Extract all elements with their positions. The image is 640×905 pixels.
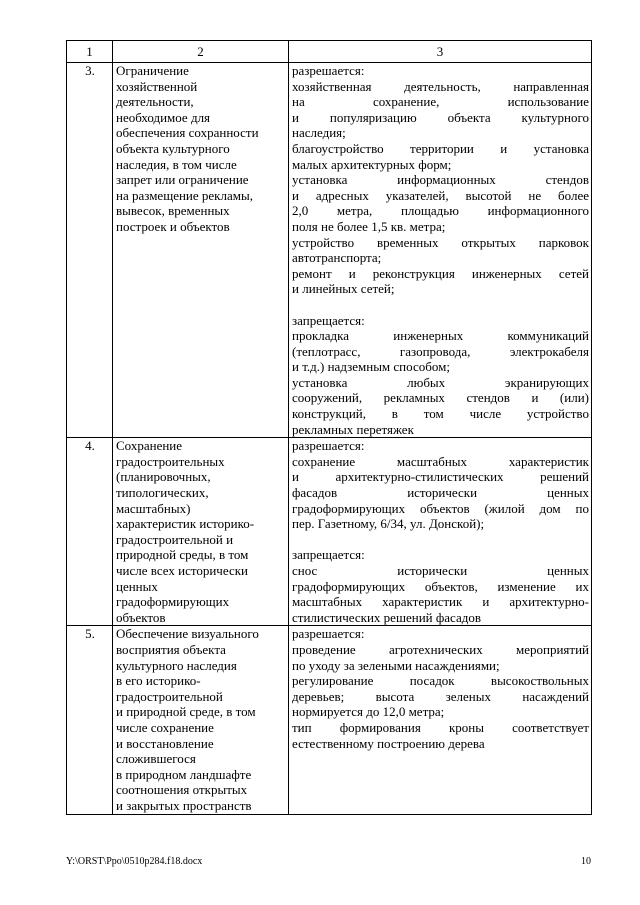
rule-line: фасадов исторически ценных [292,485,589,501]
subject-line: деятельности, [116,94,194,110]
paragraph-gap [292,532,589,548]
subject-line: в его историко- [116,673,201,689]
rule-line: прокладка инженерных коммуникаций [292,328,589,344]
rule-line: разрешается: [292,626,365,642]
rule-line: пер. Газетному, 6/34, ул. Донской); [292,516,485,532]
rule-line: устройство временных открытых парковок [292,234,589,250]
rule-line: градоформирующих объектов, изменение их [292,578,589,594]
footer-page-number: 10 [581,856,591,867]
subject-line: и природной среде, в том [116,704,256,720]
rule-line: (теплотрасс, газопровода, электрокабеля [292,343,589,359]
subject-line: объектов [116,609,166,625]
rule-line: разрешается: [292,438,365,454]
subject-line: числе сохранение [116,719,214,735]
subject-line: числе всех исторически [116,563,248,578]
subject-line: градостроительных [116,453,225,469]
rule-line: конструкций, в том числе устройство [292,406,589,422]
rule-line: хозяйственная деятельность, направленная [292,78,589,94]
rule-line: запрещается: [292,547,365,563]
header-cell-3: 3 [289,41,592,63]
subject-line: характеристик историко- [116,516,255,532]
subject-line: Обеспечение визуального [116,626,259,642]
rule-line: градоформирующих объектов (жилой дом по [292,500,589,516]
rule-line: 2,0 метра, площадью информационного [292,203,589,219]
rule-line: разрешается: [292,63,365,78]
regulations-table [66,40,592,815]
rule-line: и линейных сетей; [292,281,395,297]
rule-line: снос исторически ценных [292,563,589,578]
subject-line: и закрытых пространств [116,797,252,813]
table-row [67,626,592,814]
rules-cell [289,63,592,438]
rule-line: поля не более 1,5 кв. метра; [292,218,446,234]
rule-line: установка любых экранирующих [292,374,589,390]
rule-line: на сохранение, использование [292,94,589,110]
subject-cell [113,63,289,438]
rule-line: установка информационных стендов [292,172,589,188]
subject-line: типологических, [116,485,209,501]
subject-line: в природном ландшафте [116,766,252,782]
rule-line: нормируется до 12,0 метра; [292,704,445,720]
subject-line: построек и объектов [116,218,230,234]
subject-line: (планировочных, [116,469,211,485]
subject-line: градостроительной [116,688,223,704]
rules-cell [289,626,592,814]
rule-line: наследия; [292,125,346,141]
rule-line: и популяризацию объекта культурного [292,109,589,125]
subject-line: сложившегося [116,751,196,767]
subject-cell [113,438,289,626]
subject-line: обеспечения сохранности [116,125,259,141]
rule-line: проведение агротехнических мероприятий [292,641,589,657]
table-row [67,63,592,438]
row-number-cell: 5. [67,626,113,814]
table-row [67,438,592,626]
subject-line: вывесок, временных [116,203,230,219]
subject-line: ценных [116,578,158,594]
subject-cell [113,626,289,814]
subject-line: градостроительной и [116,531,234,547]
subject-line: градоформирующих [116,594,230,610]
subject-line: масштабных) [116,500,191,516]
subject-line: хозяйственной [116,78,198,94]
subject-line: наследия, в том числе [116,156,237,172]
rule-line: сохранение масштабных характеристик [292,453,589,469]
rule-line: и т.д.) надземным способом; [292,359,450,375]
rule-line: и адресных указателей, высотой не более [292,187,589,203]
subject-line: и восстановление [116,735,214,751]
rule-line: масштабных характеристик и архитектурно- [292,594,589,610]
rule-line: регулирование посадок высокоствольных [292,673,589,689]
subject-line: запрет или ограничение [116,172,249,188]
rule-line: по уходу за зелеными насаждениями; [292,657,500,673]
rule-line: ремонт и реконструкция инженерных сетей [292,265,589,281]
subject-line: природной среды, в том [116,547,249,563]
rule-line: тип формирования кроны соответствует [292,719,589,735]
subject-line: необходимое для [116,109,211,125]
row-number-cell: 4. [67,438,113,626]
rule-line: автотранспорта; [292,250,382,266]
rule-line: естественному построению дерева [292,735,485,751]
rule-line: рекламных перетяжек [292,421,414,437]
subject-line: объекта культурного [116,140,230,156]
footer-file-path: Y:\ORST\Ppo\0510p284.f18.docx [66,856,203,867]
header-cell-1: 1 [67,41,113,63]
rules-cell [289,438,592,626]
rule-line: стилистических решений фасадов [292,609,482,625]
rule-line: малых архитектурных форм; [292,156,452,172]
rule-line: запрещается: [292,312,365,328]
row-number-cell: 3. [67,63,113,438]
table-header-row [67,41,592,63]
paragraph-gap [292,297,589,313]
rule-line: благоустройство территории и установка [292,140,589,156]
subject-line: восприятия объекта [116,641,226,657]
subject-line: на размещение рекламы, [116,187,253,203]
header-cell-2: 2 [113,41,289,63]
subject-line: культурного наследия [116,657,237,673]
rule-line: сооружений, рекламных стендов и (или) [292,390,589,406]
rule-line: и архитектурно-стилистических решений [292,469,589,485]
rule-line: деревьев; высота зеленых насаждений [292,688,589,704]
subject-line: соотношения открытых [116,782,248,798]
subject-line: Ограничение [116,63,189,78]
subject-line: Сохранение [116,438,183,454]
